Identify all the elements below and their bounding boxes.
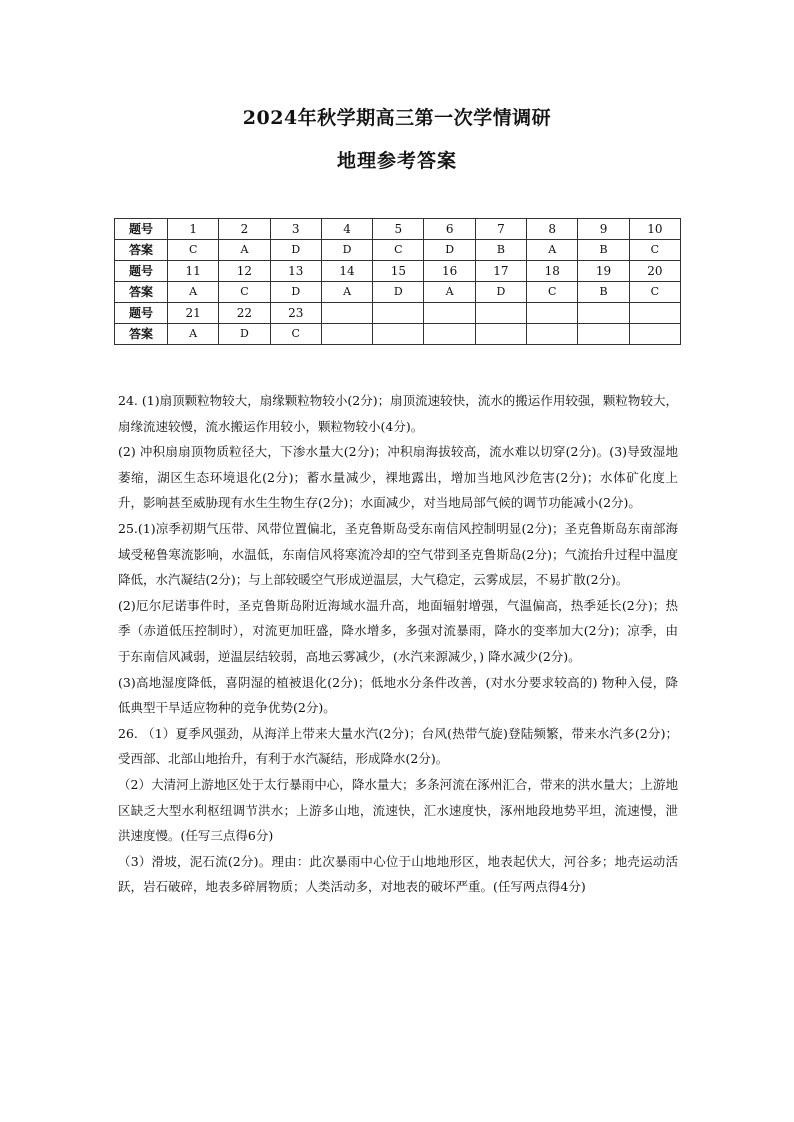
- answer-paragraph: (2)厄尔尼诺事件时，圣克鲁斯岛附近海域水温升高，地面辐射增强，气温偏高，热季延长(2分)；热季（赤道低压控制时），对流更加旺盛，降水增多，多强对流暴雨，降水的变率加大(2分)；凉季，由于东南信风减弱，逆温层结较弱，高地云雾减少，(水汽来源减少，) 降水减少(2分)。: [118, 597, 678, 664]
- question-number: 21: [168, 303, 219, 324]
- question-number: 7: [475, 219, 526, 240]
- question-number: 20: [629, 261, 680, 282]
- table-row: [115, 219, 681, 240]
- question-number: 2: [219, 219, 270, 240]
- answer-paragraph: （2）大清河上游地区处于太行暴雨中心，降水量大；多条河流在涿州汇合，带来的洪水量大；上游地区缺乏大型水利枢纽调节洪水；上游多山地，流速快，汇水速度快，涿州地段地势平坦，流速慢，泄洪速度慢。(任写三点得6分): [118, 776, 678, 844]
- question-number: 14: [321, 261, 372, 282]
- answer-cell: D: [270, 240, 321, 261]
- question-number: 18: [527, 261, 578, 282]
- question-number: 5: [373, 219, 424, 240]
- question-number: 13: [270, 261, 321, 282]
- empty-cell: [527, 303, 578, 324]
- answer-cell: D: [219, 324, 270, 345]
- answer-paragraph: (2) 冲积扇扇顶物质粒径大，下渗水量大(2分)；冲积扇海拔较高，流水难以切穿(2分)。(3)导致湿地萎缩，湖区生态环境退化(2分)；蓄水量减少，裸地露出，增加当地风沙危害(2分)；水体矿化度上升，影响甚至威胁现有水生生物生存(2分)；水面减少，对当地局部气候的调节功能减小(2分)。: [118, 444, 678, 511]
- question-number: 16: [424, 261, 475, 282]
- row-label: 题号: [115, 219, 168, 240]
- question-number: 10: [629, 219, 680, 240]
- answer-cell: C: [629, 240, 680, 261]
- question-number: 22: [219, 303, 270, 324]
- question-number: 23: [270, 303, 321, 324]
- answer-paragraph: 25.(1)凉季初期气压带、风带位置偏北，圣克鲁斯岛受东南信风控制明显(2分)；圣克鲁斯岛东南部海域受秘鲁寒流影响，水温低，东南信风将寒流冷却的空气带到圣克鲁斯岛(2分)；气流抬升过程中温度降低，水汽凝结(2分)；与上部较暖空气形成逆温层，大气稳定，云雾成层，不易扩散(2分)。: [118, 520, 678, 588]
- question-number: 3: [270, 219, 321, 240]
- answer-cell: B: [475, 240, 526, 261]
- page-subtitle: 地理参考答案: [336, 150, 457, 172]
- empty-cell: [629, 324, 680, 345]
- answer-cell: D: [270, 282, 321, 303]
- answer-cell: D: [373, 282, 424, 303]
- question-number: 6: [424, 219, 475, 240]
- row-label: 答案: [115, 282, 168, 303]
- row-label: 题号: [115, 261, 168, 282]
- answer-cell: D: [424, 240, 475, 261]
- answer-cell: C: [629, 282, 680, 303]
- answer-paragraph: （3）滑坡，泥石流(2分)。理由：此次暴雨中心位于山地地形区，地表起伏大，河谷多；地壳运动活跃，岩石破碎，地表多碎屑物质；人类活动多，对地表的破坏严重。(任写两点得4分): [118, 853, 678, 895]
- table-row: [115, 303, 681, 324]
- answer-table: [114, 218, 681, 345]
- answer-cell: B: [578, 282, 629, 303]
- empty-cell: [373, 324, 424, 345]
- page-title: 2024年秋学期高三第一次学情调研: [242, 107, 552, 129]
- empty-cell: [578, 324, 629, 345]
- question-number: 19: [578, 261, 629, 282]
- empty-cell: [629, 303, 680, 324]
- question-number: 4: [321, 219, 372, 240]
- empty-cell: [475, 324, 526, 345]
- answer-cell: C: [373, 240, 424, 261]
- row-label: 答案: [115, 324, 168, 345]
- answer-paragraph: (3)高地湿度降低，喜阴湿的植被退化(2分)；低地水分条件改善，(对水分要求较高的) 物种入侵，降低典型干旱适应物种的竞争优势(2分)。: [118, 674, 678, 716]
- answer-paragraph: 24. (1)扇顶颗粒物较大，扇缘颗粒物较小(2分)；扇顶流速较快，流水的搬运作用较强，颗粒物较大，扇缘流速较慢，流水搬运作用较小，颗粒物较小(4分)。: [118, 393, 678, 434]
- empty-cell: [321, 324, 372, 345]
- empty-cell: [527, 324, 578, 345]
- row-label: 答案: [115, 240, 168, 261]
- question-number: 8: [527, 219, 578, 240]
- table-row: [115, 324, 681, 345]
- answer-cell: C: [270, 324, 321, 345]
- question-number: 12: [219, 261, 270, 282]
- answer-cell: A: [168, 324, 219, 345]
- question-number: 9: [578, 219, 629, 240]
- empty-cell: [475, 303, 526, 324]
- answer-explanations: [118, 388, 678, 900]
- answer-cell: A: [527, 240, 578, 261]
- table-row: [115, 240, 681, 261]
- empty-cell: [373, 303, 424, 324]
- question-number: 17: [475, 261, 526, 282]
- question-number: 1: [168, 219, 219, 240]
- answer-cell: A: [321, 282, 372, 303]
- answer-cell: C: [527, 282, 578, 303]
- answer-cell: A: [219, 240, 270, 261]
- answer-cell: B: [578, 240, 629, 261]
- empty-cell: [321, 303, 372, 324]
- answer-paragraph: 26. （1）夏季风强劲，从海洋上带来大量水汽(2分)；台风(热带气旋)登陆频繁，带来水汽多(2分)；受西部、北部山地抬升，有利于水汽凝结，形成降水(2分)。: [118, 725, 678, 767]
- question-number: 11: [168, 261, 219, 282]
- answer-cell: A: [424, 282, 475, 303]
- row-label: 题号: [115, 303, 168, 324]
- empty-cell: [424, 324, 475, 345]
- empty-cell: [578, 303, 629, 324]
- answer-cell: C: [168, 240, 219, 261]
- answer-cell: A: [168, 282, 219, 303]
- table-row: [115, 282, 681, 303]
- answer-cell: D: [321, 240, 372, 261]
- answer-cell: C: [219, 282, 270, 303]
- answer-cell: D: [475, 282, 526, 303]
- table-row: [115, 261, 681, 282]
- empty-cell: [424, 303, 475, 324]
- question-number: 15: [373, 261, 424, 282]
